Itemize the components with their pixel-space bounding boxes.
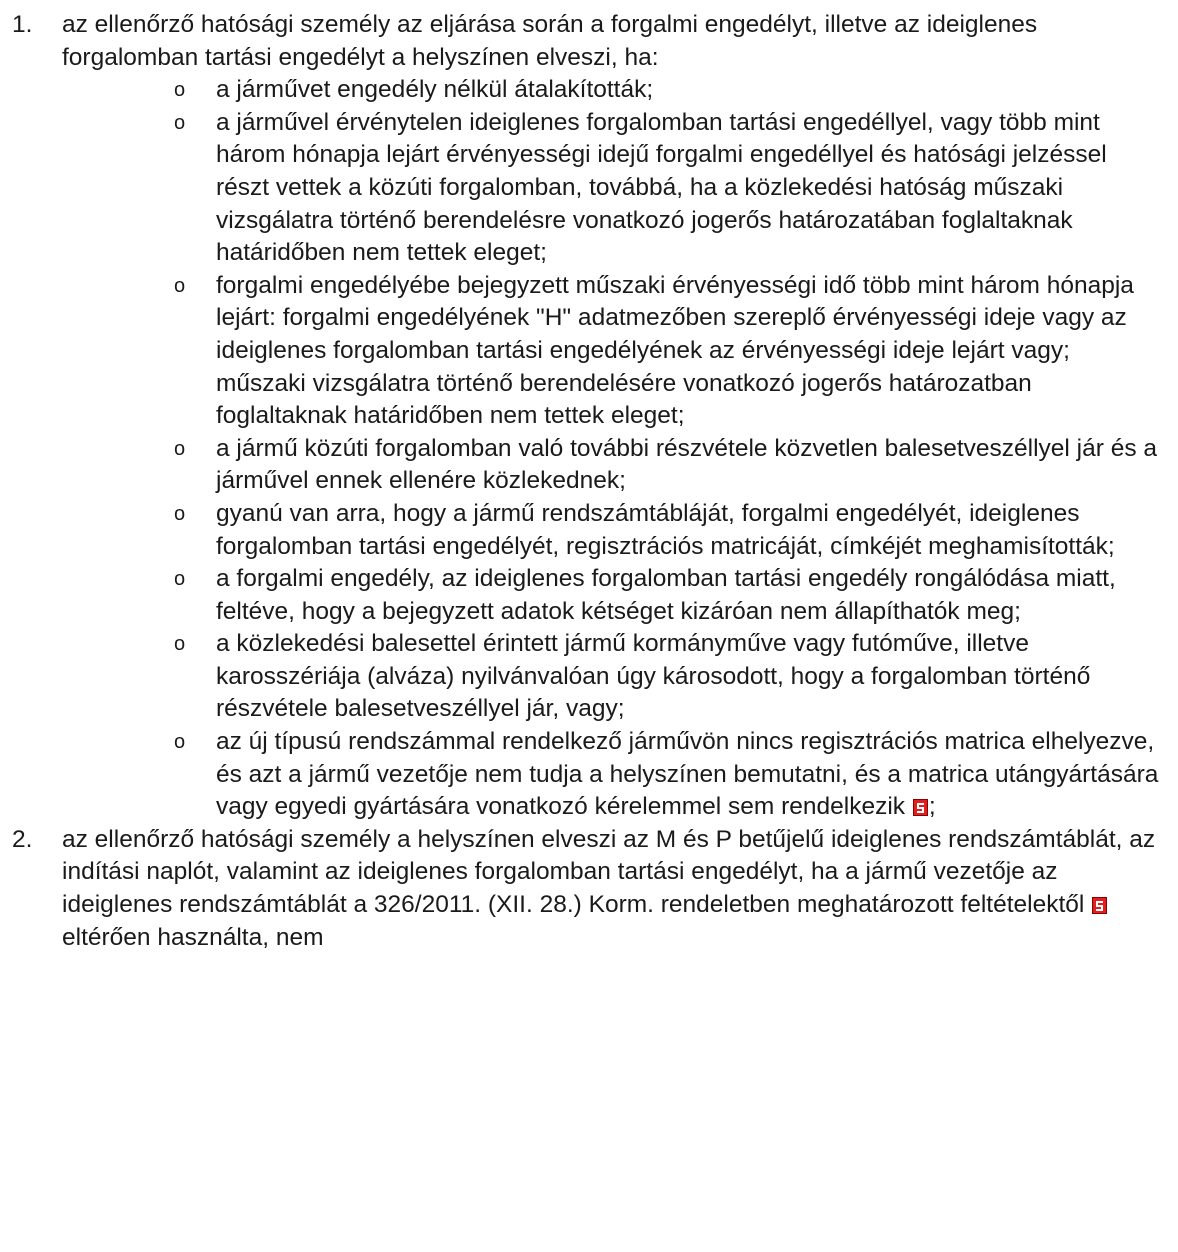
sub-item-text: forgalmi engedélyébe bejegyzett műszaki érvényességi idő több mint három hónapja lejárt: forgalmi engedélyének "H" adatmezőben szereplő érvényességi ideje vagy az ideiglenes forgalomban tartási engedélyének az érvényességi ideje lejárt vagy; műszaki vizsgálatra történő berendelésére vonatkozó jogerős határozatban foglaltaknak határidőben nem tettek eleget;: [216, 271, 1134, 430]
sub-item-text: a járművel érvénytelen ideiglenes forgalomban tartási engedéllyel, vagy több mint három hónapja lejárt érvényességi idejű forgalmi engedéllyel és hatósági jelzéssel részt vettek a közúti forgalomban, továbbá, ha a közlekedési hatóság műszaki vizsgálatra történő berendelésre vonatkozó jogerős határozatában foglaltaknak határidőben nem tettek eleget;: [216, 108, 1107, 267]
sub-item: [124, 433, 1160, 498]
sub-item: [124, 628, 1160, 726]
sub-item-suffix: ;: [928, 793, 936, 821]
item-text-continued: eltérően használta, nem: [62, 923, 324, 951]
sub-item: [124, 726, 1160, 824]
sub-item: [124, 270, 1160, 433]
bullet-icon: o: [174, 502, 186, 525]
bullet-icon: o: [174, 111, 186, 134]
sub-list: [62, 74, 1160, 824]
sub-item: [124, 498, 1160, 563]
bullet-icon: o: [174, 633, 186, 656]
sub-item: [124, 107, 1160, 270]
item-number: 1.: [12, 11, 33, 38]
sub-item-text: gyanú van arra, hogy a jármű rendszámtábláját, forgalmi engedélyét, ideiglenes forgalomban tartási engedélyét, regisztrációs matricáját, címkéjét meghamisították;: [216, 499, 1115, 560]
amendment-marker-icon[interactable]: [913, 799, 928, 816]
sub-item: [124, 74, 1160, 107]
sub-item-text: a jármű közúti forgalomban való további részvétele közvetlen balesetveszéllyel jár és a járművel ennek ellenére közlekednek;: [216, 434, 1158, 495]
bullet-icon: o: [174, 568, 186, 591]
sub-item-text: a járművet engedély nélkül átalakították;: [216, 76, 654, 104]
list-item-1: [0, 9, 1178, 824]
item-number: 2.: [12, 825, 33, 853]
amendment-marker-icon[interactable]: [1092, 897, 1107, 914]
list-item-2: [0, 824, 1178, 954]
numbered-list: [0, 9, 1178, 954]
sub-item-text: a forgalmi engedély, az ideiglenes forgalomban tartási engedély rongálódása miatt, feltéve, hogy a bejegyzett adatok kétséget kizáróan nem állapíthatók meg;: [216, 565, 1116, 625]
bullet-icon: o: [174, 274, 186, 297]
sub-item: [124, 563, 1160, 628]
item-text: az ellenőrző hatósági személy a helyszínen elveszi az M és P betűjelű ideiglenes rendszámtáblát, az indítási naplót, valamint az ideiglenes forgalomban tartási engedélyt, ha a jármű vezetője az ideiglenes rendszámtáblát a 326/2011. (XII. 28.) Korm. rendeletben meghatározott feltételektől: [62, 825, 1156, 919]
sub-item-text: az új típusú rendszámmal rendelkező járművön nincs regisztrációs matrica elhelyezve, és azt a jármű vezetője nem tudja a helyszínen bemutatni, és a matrica utángyártására vagy egyedi gyártására vonatkozó kérelemmel sem rendelkezik: [216, 728, 1159, 821]
bullet-icon: o: [174, 731, 186, 754]
sub-item-text: a közlekedési balesettel érintett jármű kormányműve vagy futóműve, illetve karosszériája (alváza) nyilvánvalóan úgy károsodott, hogy a forgalomban történő részvétele balesetveszéllyel jár, vagy;: [216, 630, 1091, 723]
item-text: az ellenőrző hatósági személy az eljárása során a forgalmi engedélyt, illetve az ideiglenes forgalomban tartási engedélyt a helyszínen elveszi, ha:: [62, 11, 1038, 71]
bullet-icon: o: [174, 79, 186, 102]
bullet-icon: o: [174, 437, 186, 460]
